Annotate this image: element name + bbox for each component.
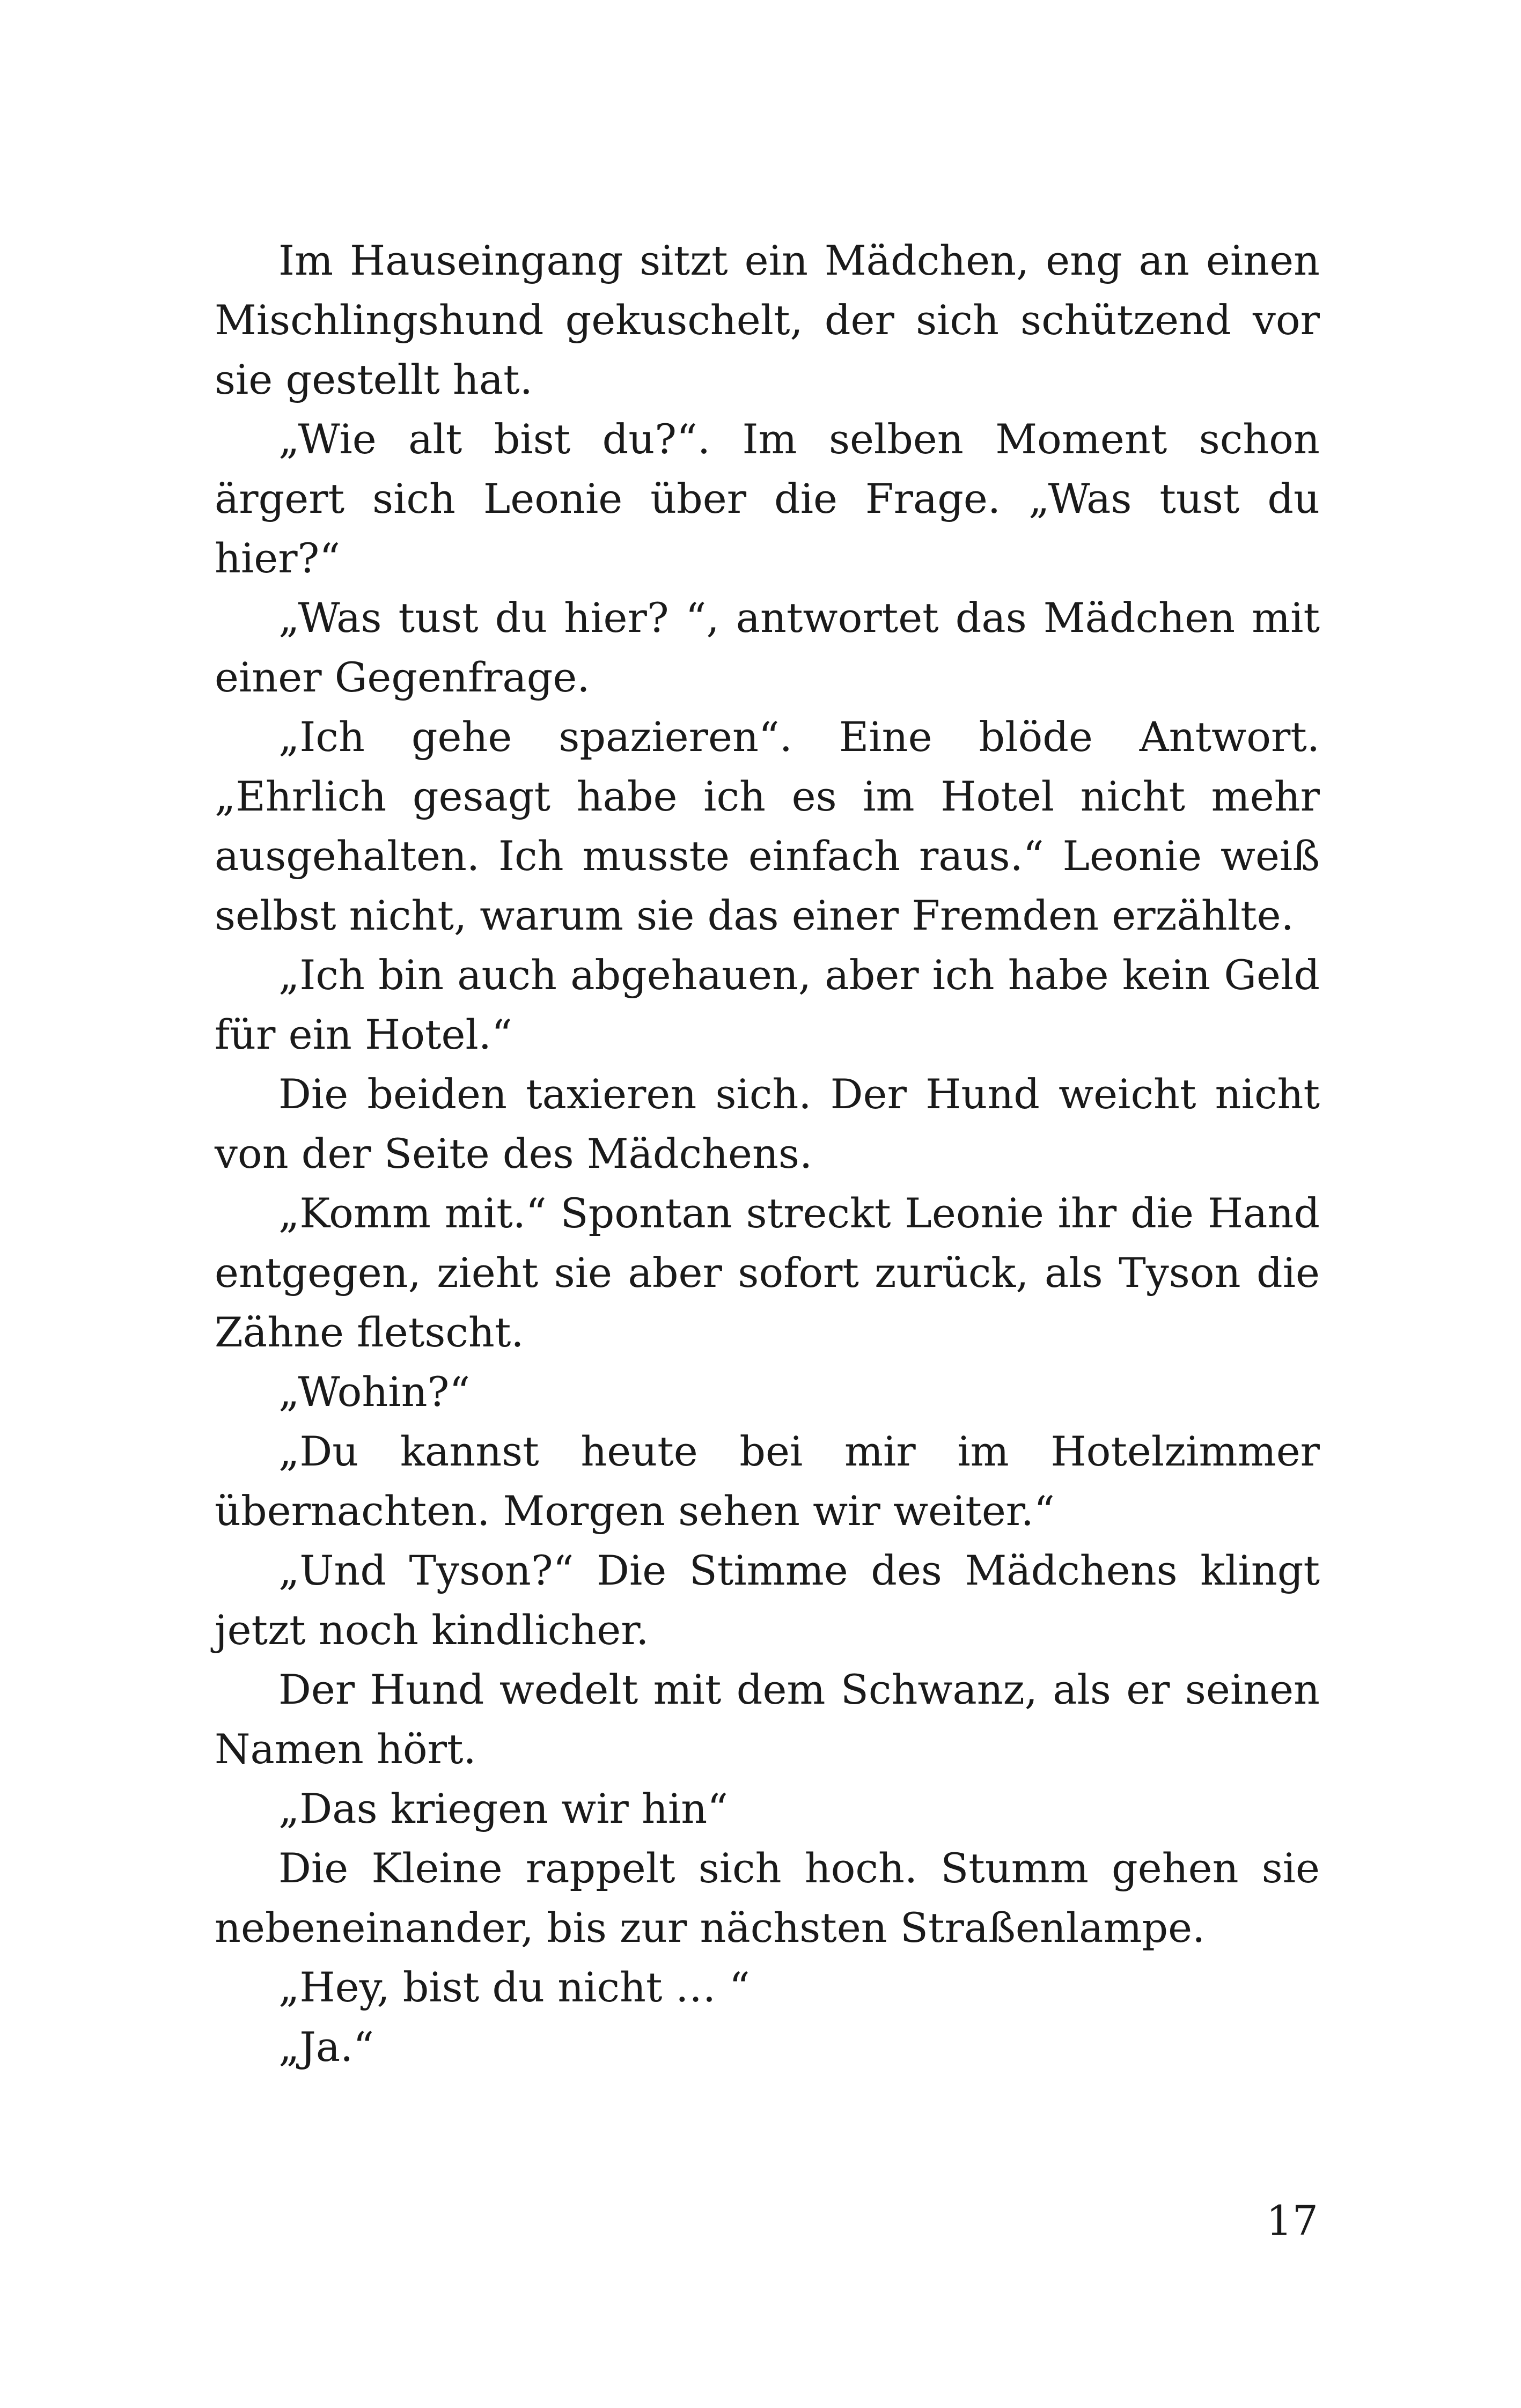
paragraph: „Was tust du hier? “, antwortet das Mädchen mit einer Gegenfrage. — [215, 594, 1320, 701]
paragraph: „Wohin?“ — [278, 1368, 471, 1416]
paragraph: Die beiden taxieren sich. Der Hund weicht nicht von der Seite des Mädchens. — [215, 1070, 1320, 1177]
page-number: 17 — [1266, 2197, 1318, 2244]
paragraph: Im Hauseingang sitzt ein Mädchen, eng an einen Mischlingshund gekuschelt, der sich schützend vor sie gestellt hat. — [215, 237, 1320, 403]
paragraph: „Und Tyson?“ Die Stimme des Mädchens klingt jetzt noch kindlicher. — [215, 1547, 1320, 1654]
paragraph: „Ich gehe spazieren“. Eine blöde Antwort. „Ehrlich gesagt habe ich es im Hotel nicht mehr ausgehalten. Ich musste einfach raus.“ Leonie weiß selbst nicht, warum sie das einer Fremden erzählte. — [215, 713, 1320, 939]
paragraph: „Wie alt bist du?“. Im selben Moment schon ärgert sich Leonie über die Frage. „Was tust du hier?“ — [215, 415, 1320, 582]
paragraph: „Das kriegen wir hin“ — [278, 1785, 729, 1832]
paragraph: „Ja.“ — [278, 2023, 374, 2071]
paragraph: „Du kannst heute bei mir im Hotelzimmer übernachten. Morgen sehen wir weiter.“ — [215, 1427, 1320, 1535]
paragraph: „Hey, bist du nicht … “ — [278, 1963, 750, 2011]
paragraph: Der Hund wedelt mit dem Schwanz, als er seinen Namen hört. — [215, 1666, 1320, 1773]
paragraph: „Ich bin auch abgehauen, aber ich habe kein Geld für ein Hotel.“ — [215, 951, 1320, 1058]
body-text — [215, 231, 1320, 2076]
paragraph: „Komm mit.“ Spontan streckt Leonie ihr die Hand entgegen, zieht sie aber sofort zurück, als Tyson die Zähne fletscht. — [215, 1189, 1320, 1356]
paragraph: Die Kleine rappelt sich hoch. Stumm gehen sie nebeneinander, bis zur nächsten Straßenlampe. — [215, 1844, 1320, 1952]
